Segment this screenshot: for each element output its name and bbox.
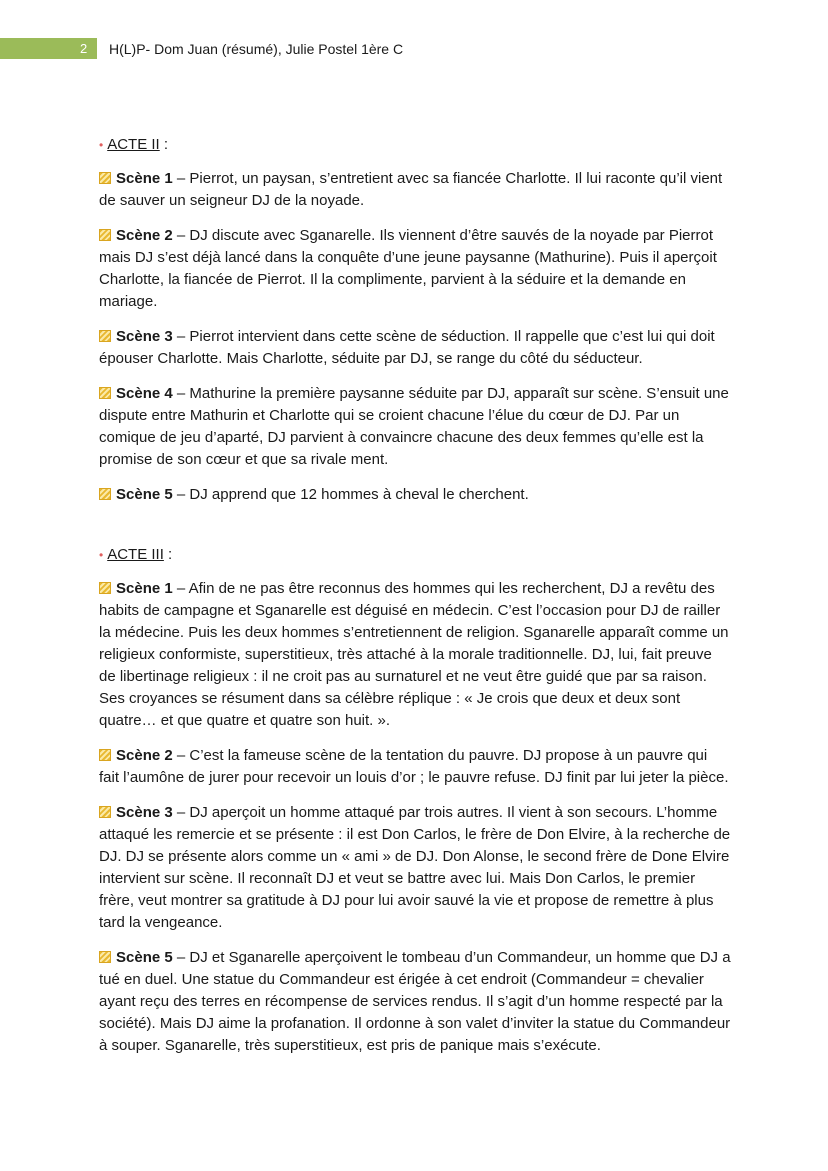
act-heading-suffix: :	[159, 136, 169, 153]
scene-label: Scène 1	[116, 580, 173, 597]
scene-paragraph	[99, 168, 731, 212]
bullet-icon: •	[99, 138, 104, 152]
act-title: ACTE II	[107, 136, 160, 153]
scene-paragraph	[99, 947, 731, 1057]
scene-label: Scène 3	[116, 804, 173, 821]
act-title: ACTE III	[107, 546, 164, 563]
scene-marker-icon	[99, 488, 111, 500]
scene-text: – DJ apprend que 12 hommes à cheval le cherchent.	[172, 486, 529, 503]
scene-paragraph	[99, 225, 731, 313]
scene-paragraph	[99, 484, 731, 506]
scene-label: Scène 5	[116, 486, 173, 503]
act-3-section	[99, 544, 731, 1057]
scene-label: Scène 1	[116, 170, 173, 187]
act-2-section	[99, 134, 731, 506]
scene-paragraph	[99, 326, 731, 370]
scene-marker-icon	[99, 387, 111, 399]
scene-label: Scène 5	[116, 949, 173, 966]
scene-marker-icon	[99, 229, 111, 241]
scene-text: – DJ et Sganarelle aperçoivent le tombeau d’un Commandeur, un homme que DJ a tué en duel. Une statue du Commandeur est érigée à cet endroit (Commandeur = chevalier ayant reçu des terres en récompense de services rendus. Il s’agit d’un homme respecté par la société). Mais DJ aime la profanation. Il ordonne à son valet d’inviter la statue du Commandeur à souper. Sganarelle, très superstitieux, est pris de panique mais s’exécute.	[99, 949, 731, 1054]
act-heading	[99, 134, 731, 156]
scene-text: – C’est la fameuse scène de la tentation du pauvre. DJ propose à un pauvre qui fait l’aumône de jurer pour recevoir un louis d’or ; le pauvre refuse. DJ finit par lui jeter la pièce.	[99, 747, 729, 786]
scene-text: – Afin de ne pas être reconnus des hommes qui les recherchent, DJ a revêtu des habits de campagne et Sganarelle est déguisé en médecin. C’est l’occasion pour DJ de railler la médecine. Puis les deux hommes s’entretiennent de religion. Sganarelle apparaît comme un religieux conformiste, superstitieux, très attaché à la morale traditionnelle. DJ, lui, fait preuve de libertinage religieux : il ne croit pas au surnaturel et ne veut être guidé que par sa raison. Ses croyances se résument dans sa célèbre réplique : « Je crois que deux et deux sont quatre… et que quatre et quatre son huit. ».	[99, 580, 729, 729]
header-title: H(L)P- Dom Juan (résumé), Julie Postel 1ère C	[109, 41, 404, 57]
act-heading	[99, 544, 731, 566]
scene-marker-icon	[99, 172, 111, 184]
scene-text: – Pierrot intervient dans cette scène de séduction. Il rappelle que c’est lui qui doit épouser Charlotte. Mais Charlotte, séduite par DJ, se range du côté du séducteur.	[99, 328, 715, 367]
scene-marker-icon	[99, 582, 111, 594]
scene-label: Scène 3	[116, 328, 173, 345]
bullet-icon: •	[99, 548, 104, 562]
scene-label: Scène 2	[116, 747, 173, 764]
scene-text: – Pierrot, un paysan, s’entretient avec sa fiancée Charlotte. Il lui raconte qu’il vient de sauver un seigneur DJ de la noyade.	[99, 170, 723, 209]
scene-label: Scène 2	[116, 227, 173, 244]
scene-marker-icon	[99, 749, 111, 761]
scene-text: – DJ discute avec Sganarelle. Ils viennent d’être sauvés de la noyade par Pierrot mais DJ s’est déjà lancé dans la conquête d’une jeune paysanne (Mathurine). Puis il aperçoit Charlotte, la fiancée de Pierrot. Il la complimente, parvient à la séduire et la demande en mariage.	[99, 227, 717, 310]
scene-marker-icon	[99, 951, 111, 963]
scene-text: – Mathurine la première paysanne séduite par DJ, apparaît sur scène. S’ensuit une dispute entre Mathurin et Charlotte qui se croient chacune l’élue du cœur de DJ. Par un comique de jeu d’aparté, DJ parvient à convaincre chacune des deux femmes qu’elle est la promise de son cœur et que sa rivale ment.	[99, 385, 729, 468]
scene-marker-icon	[99, 806, 111, 818]
page-number: 2	[80, 41, 88, 56]
scene-paragraph	[99, 802, 731, 934]
scene-paragraph	[99, 745, 731, 789]
scene-paragraph	[99, 383, 731, 471]
scene-label: Scène 4	[116, 385, 173, 402]
scene-marker-icon	[99, 330, 111, 342]
document-body	[99, 134, 731, 1070]
scene-paragraph	[99, 578, 731, 732]
act-heading-suffix: :	[163, 546, 173, 563]
scene-text: – DJ aperçoit un homme attaqué par trois autres. Il vient à son secours. L’homme attaqué les remercie et se présente : il est Don Carlos, le frère de Don Elvire, à la recherche de DJ. DJ se présente alors comme un « ami » de DJ. Don Alonse, le second frère de Done Elvire intervient sur scène. Il reconnaît DJ et veut se battre avec lui. Mais Don Carlos, le premier frère, veut montrer sa gratitude à DJ pour lui avoir sauvé la vie et propose de remettre à plus tard la vengeance.	[99, 804, 731, 931]
